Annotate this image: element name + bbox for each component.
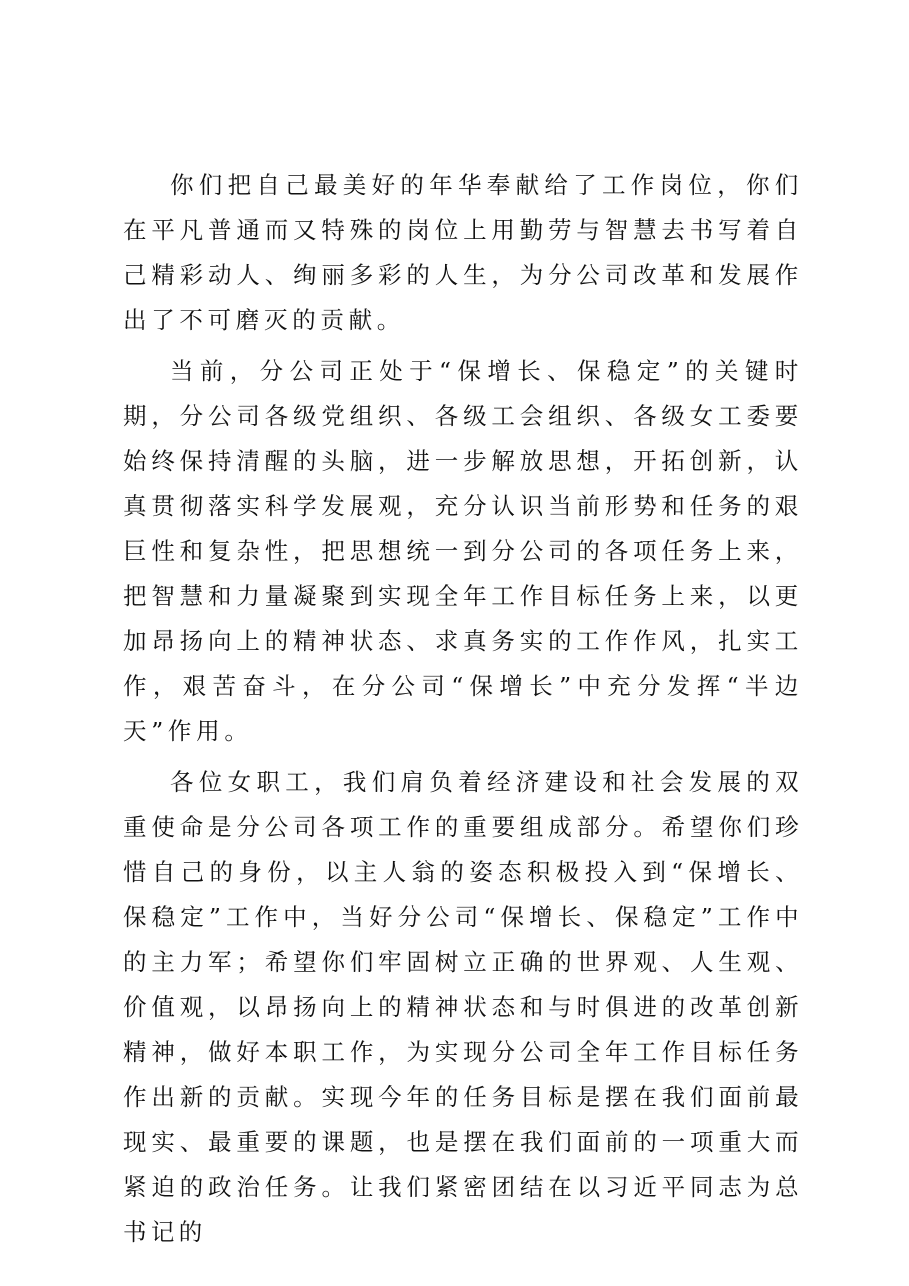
document-body — [123, 163, 803, 1261]
paragraph-female-workers: 各位女职工，我们肩负着经济建设和社会发展的双重使命是分公司各项工作的重要组成部分。希望你们珍惜自己的身份，以主人翁的姿态积极投入到“保增长、保稳定”工作中，当好分公司“保增长、保稳定”工作中的主力军；希望你们牢固树立正确的世界观、人生观、价值观，以昂扬向上的精神状态和与时俱进的改革创新精神，做好本职工作，为实现分公司全年工作目标任务作出新的贡献。实现今年的任务目标是摆在我们面前最现实、最重要的课题，也是摆在我们面前的一项重大而紧迫的政治任务。让我们紧密团结在以习近平同志为总书记的 — [123, 768, 803, 1246]
paragraph-tribute: 你们把自己最美好的年华奉献给了工作岗位，你们在平凡普通而又特殊的岗位上用勤劳与智慧去书写着自己精彩动人、绚丽多彩的人生，为分公司改革和发展作出了不可磨灭的贡献。 — [123, 171, 803, 334]
paragraph-current-period: 当前，分公司正处于“保增长、保稳定”的关键时期，分公司各级党组织、各级工会组织、各级女工委要始终保持清醒的头脑，进一步解放思想，开拓创新，认真贯彻落实科学发展观，充分认识当前形势和任务的艰巨性和复杂性，把思想统一到分公司的各项任务上来，把智慧和力量凝聚到实现全年工作目标任务上来，以更加昂扬向上的精神状态、求真务实的工作作风，扎实工作，艰苦奋斗，在分公司“保增长”中充分发挥“半边天”作用。 — [123, 357, 803, 745]
